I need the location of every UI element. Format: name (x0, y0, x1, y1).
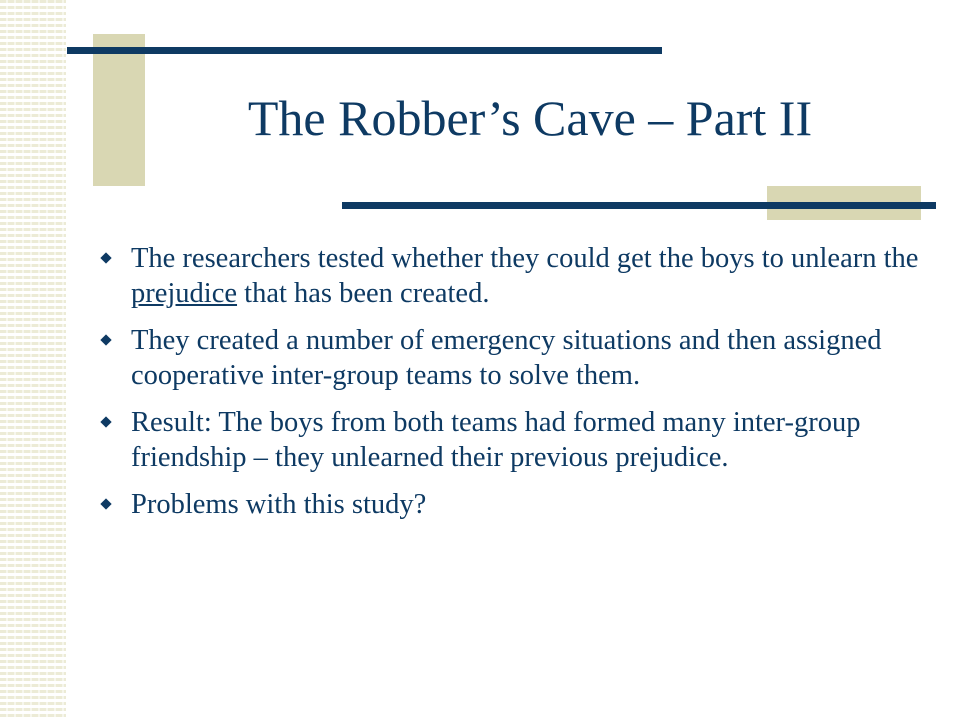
bullet-text-4: Problems with this study? (131, 489, 427, 520)
slide-title: The Robber’s Cave – Part II (247, 90, 813, 146)
diamond-bullet-icon (100, 498, 112, 510)
bullet-item-3 (100, 405, 920, 475)
bullet-item-4 (100, 487, 920, 522)
decorative-stripe-band (0, 0, 66, 720)
diamond-bullet-icon (100, 334, 112, 346)
decorative-navy-line-top (67, 47, 662, 54)
bullet-list (100, 241, 920, 534)
decorative-khaki-block-top (93, 34, 145, 186)
decorative-navy-line-bottom (342, 202, 936, 209)
diamond-bullet-icon (100, 416, 112, 428)
bullet-item-2 (100, 323, 920, 393)
diamond-bullet-icon (100, 252, 112, 264)
bullet-text-1-underlined: prejudice (131, 278, 238, 309)
bullet-text-1-before: The researchers tested whether they could get the boys to unlearn the (131, 243, 919, 274)
bullet-item-1 (100, 241, 920, 311)
bullet-text-2: They created a number of emergency situations and then assigned cooperative inter-group teams to solve them. (131, 325, 882, 391)
bullet-text-1-after: that has been created. (237, 278, 490, 309)
bullet-text-3: Result: The boys from both teams had formed many inter-group friendship – they unlearned their previous prejudice. (131, 407, 861, 473)
